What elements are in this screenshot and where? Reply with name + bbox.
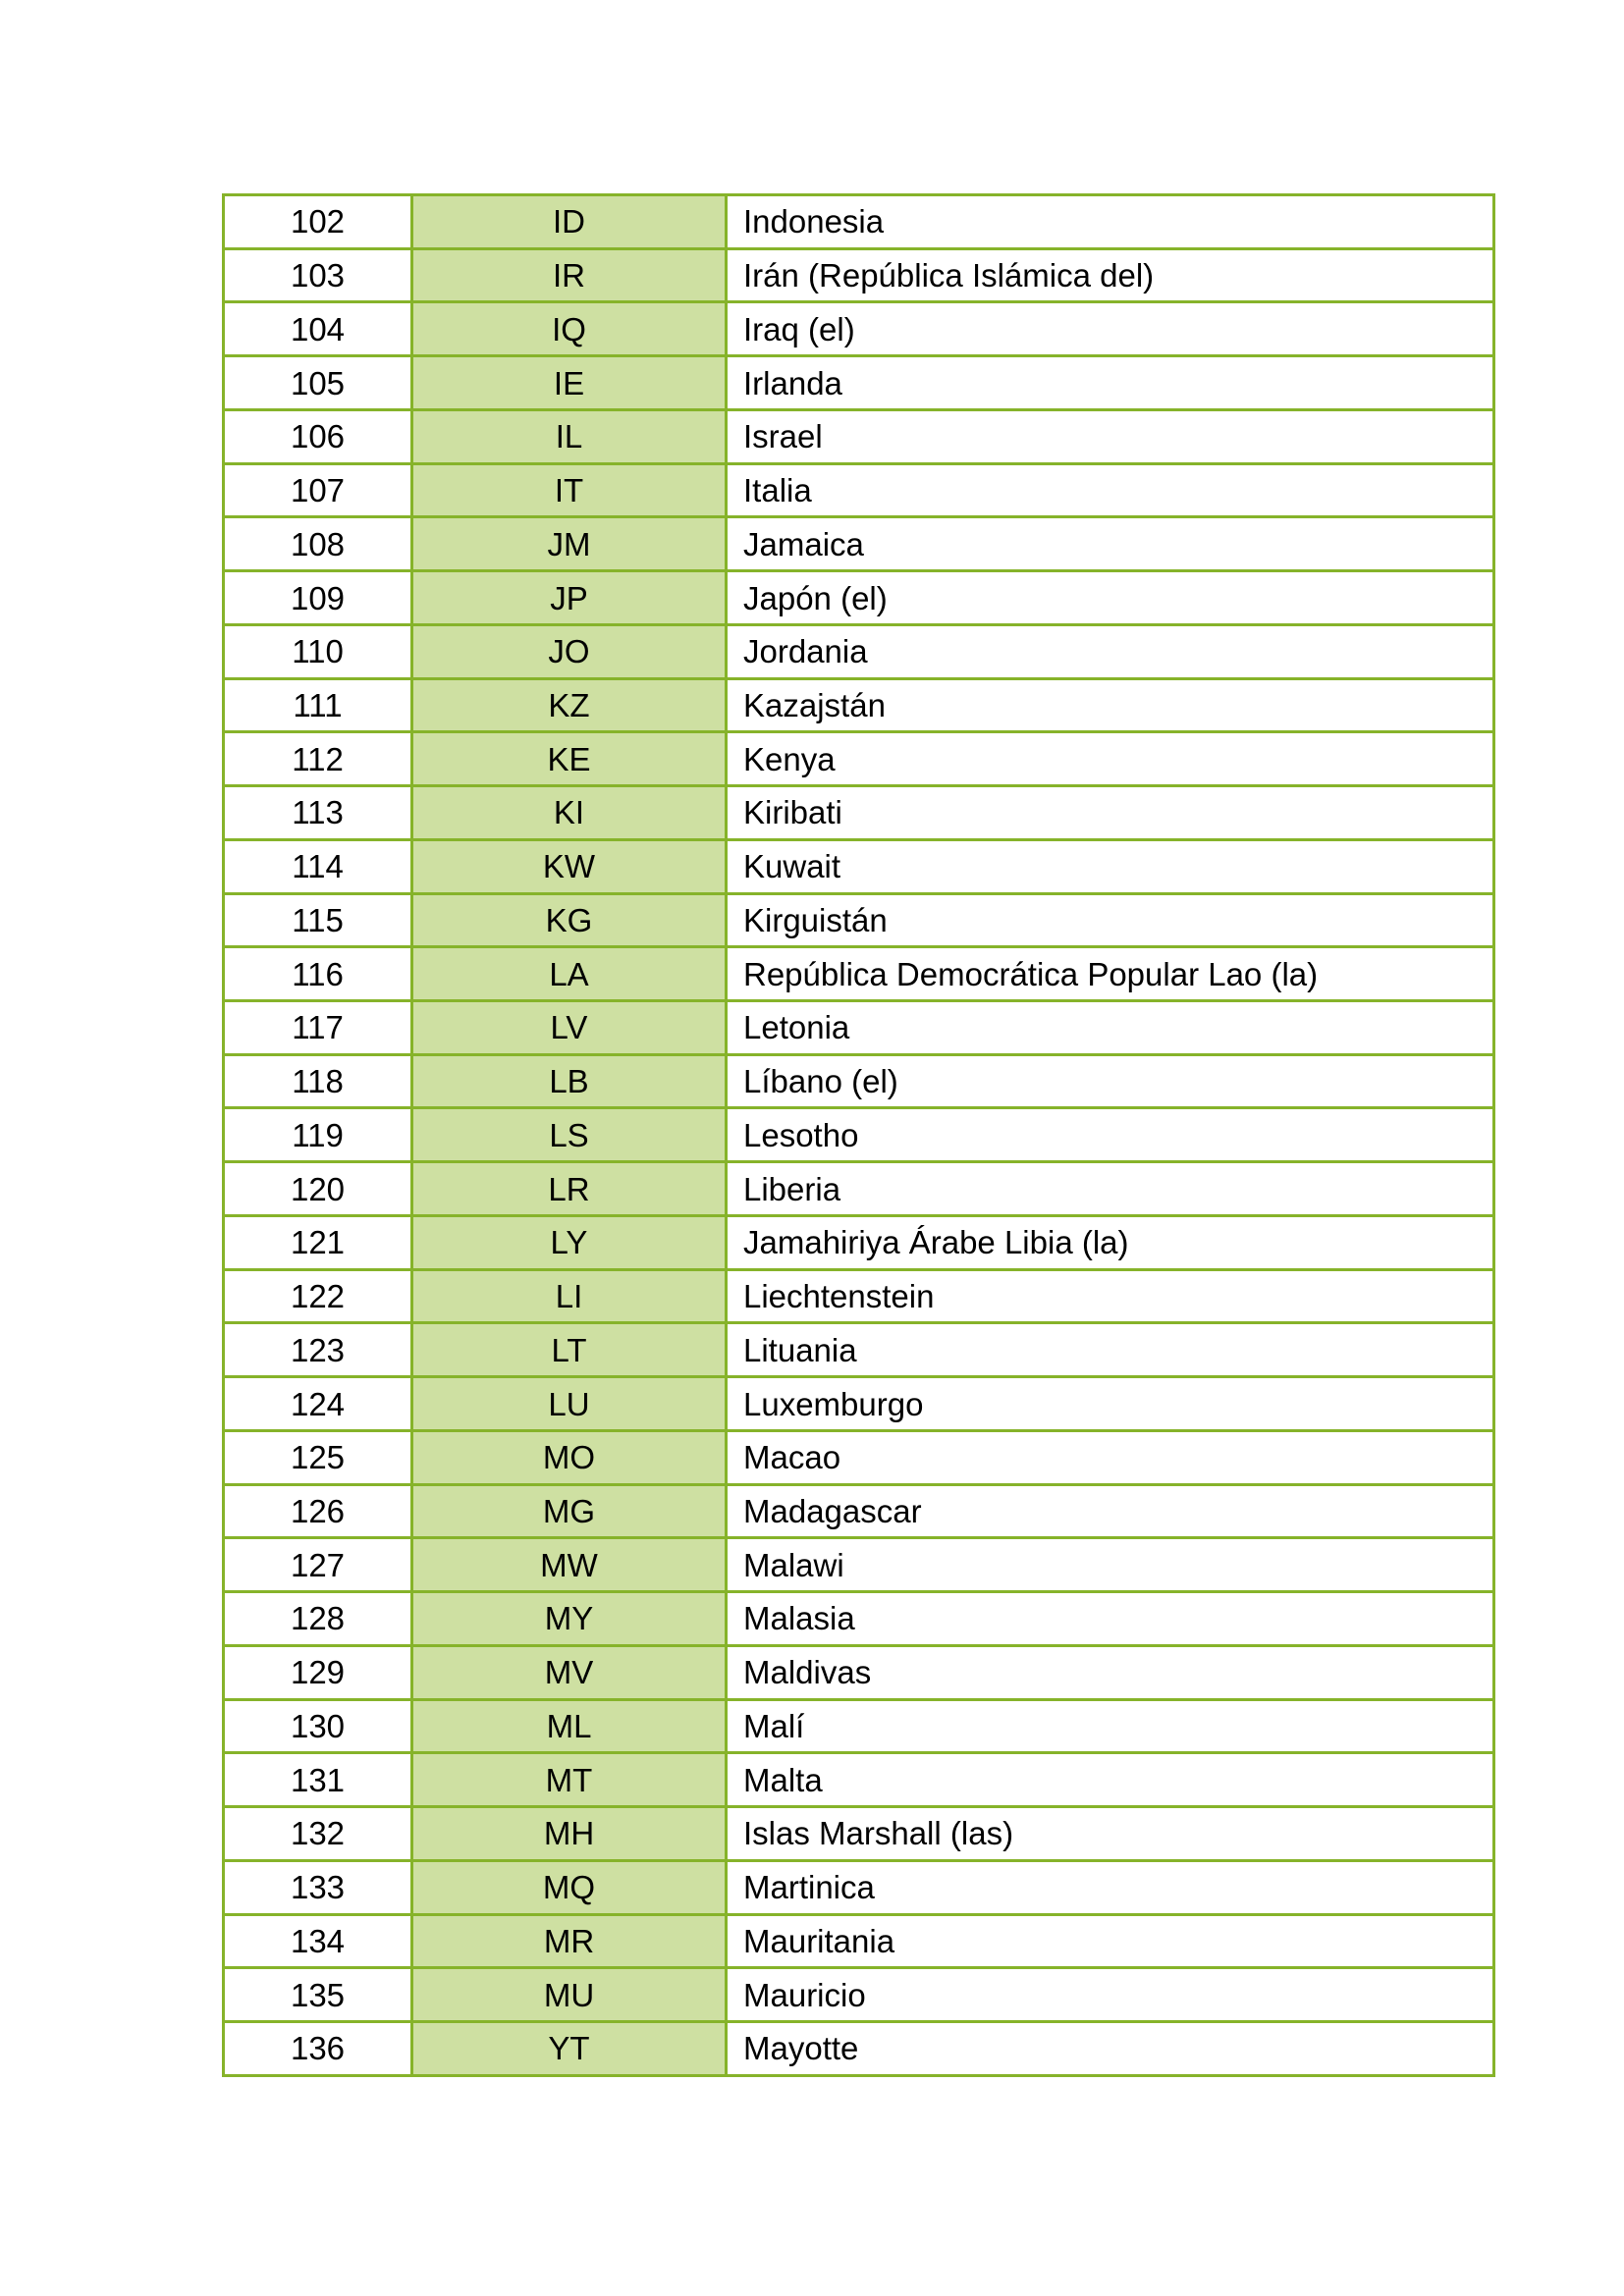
table-row (224, 1968, 1494, 2022)
table-row (224, 1054, 1494, 1108)
row-number-cell: 102 (224, 195, 412, 249)
country-name-cell: Liechtenstein (727, 1269, 1494, 1323)
table-row (224, 839, 1494, 893)
table-row (224, 1860, 1494, 1914)
table-row (224, 409, 1494, 463)
row-number-cell: 112 (224, 732, 412, 786)
country-code-cell: LV (412, 1001, 727, 1055)
country-name-cell: Luxemburgo (727, 1377, 1494, 1431)
country-code-cell: MG (412, 1484, 727, 1538)
row-number-cell: 135 (224, 1968, 412, 2022)
country-code-cell: IQ (412, 302, 727, 356)
table-row (224, 571, 1494, 625)
country-name-cell: Islas Marshall (las) (727, 1807, 1494, 1861)
country-name-cell: Lituania (727, 1323, 1494, 1377)
row-number-cell: 113 (224, 786, 412, 840)
row-number-cell: 106 (224, 409, 412, 463)
country-code-cell: KG (412, 893, 727, 947)
row-number-cell: 130 (224, 1699, 412, 1753)
table-row (224, 1162, 1494, 1216)
table-row (224, 1215, 1494, 1269)
row-number-cell: 117 (224, 1001, 412, 1055)
country-code-cell: LB (412, 1054, 727, 1108)
row-number-cell: 118 (224, 1054, 412, 1108)
country-name-cell: Kuwait (727, 839, 1494, 893)
country-name-cell: Irlanda (727, 356, 1494, 410)
country-name-cell: Líbano (el) (727, 1054, 1494, 1108)
table-row (224, 1001, 1494, 1055)
country-code-cell: IT (412, 463, 727, 517)
table-row (224, 893, 1494, 947)
row-number-cell: 123 (224, 1323, 412, 1377)
table-row (224, 1807, 1494, 1861)
country-code-cell: MV (412, 1645, 727, 1699)
row-number-cell: 115 (224, 893, 412, 947)
country-code-cell: IE (412, 356, 727, 410)
row-number-cell: 110 (224, 624, 412, 678)
row-number-cell: 121 (224, 1215, 412, 1269)
country-code-cell: MQ (412, 1860, 727, 1914)
row-number-cell: 120 (224, 1162, 412, 1216)
table-row (224, 517, 1494, 571)
table-row (224, 1269, 1494, 1323)
country-name-cell: Malta (727, 1753, 1494, 1807)
country-name-cell: Kazajstán (727, 678, 1494, 732)
row-number-cell: 129 (224, 1645, 412, 1699)
country-code-cell: YT (412, 2021, 727, 2075)
table-row (224, 1430, 1494, 1484)
country-code-cell: MO (412, 1430, 727, 1484)
country-name-cell: Israel (727, 409, 1494, 463)
country-name-cell: Mauricio (727, 1968, 1494, 2022)
row-number-cell: 133 (224, 1860, 412, 1914)
country-code-cell: MT (412, 1753, 727, 1807)
country-name-cell: Lesotho (727, 1108, 1494, 1162)
table-row (224, 1323, 1494, 1377)
country-table-body (224, 195, 1494, 2076)
row-number-cell: 104 (224, 302, 412, 356)
table-row (224, 1699, 1494, 1753)
country-name-cell: Letonia (727, 1001, 1494, 1055)
table-row (224, 248, 1494, 302)
country-name-cell: Madagascar (727, 1484, 1494, 1538)
country-code-cell: MY (412, 1592, 727, 1646)
country-name-cell: Mauritania (727, 1914, 1494, 1968)
table-row (224, 356, 1494, 410)
row-number-cell: 127 (224, 1538, 412, 1592)
table-row (224, 1645, 1494, 1699)
row-number-cell: 126 (224, 1484, 412, 1538)
country-code-cell: KE (412, 732, 727, 786)
country-code-cell: LI (412, 1269, 727, 1323)
row-number-cell: 111 (224, 678, 412, 732)
country-name-cell: Kenya (727, 732, 1494, 786)
country-name-cell: Martinica (727, 1860, 1494, 1914)
country-name-cell: Iraq (el) (727, 302, 1494, 356)
country-name-cell: Jamahiriya Árabe Libia (la) (727, 1215, 1494, 1269)
country-code-cell: LY (412, 1215, 727, 1269)
table-row (224, 732, 1494, 786)
country-code-cell: KW (412, 839, 727, 893)
country-name-cell: Maldivas (727, 1645, 1494, 1699)
country-code-cell: KZ (412, 678, 727, 732)
country-code-cell: MW (412, 1538, 727, 1592)
country-name-cell: Malawi (727, 1538, 1494, 1592)
country-code-cell: MR (412, 1914, 727, 1968)
country-code-cell: LA (412, 947, 727, 1001)
country-code-cell: JM (412, 517, 727, 571)
row-number-cell: 131 (224, 1753, 412, 1807)
row-number-cell: 132 (224, 1807, 412, 1861)
table-row (224, 2021, 1494, 2075)
row-number-cell: 103 (224, 248, 412, 302)
row-number-cell: 109 (224, 571, 412, 625)
country-code-cell: LU (412, 1377, 727, 1431)
table-row (224, 463, 1494, 517)
country-name-cell: Jamaica (727, 517, 1494, 571)
table-row (224, 1377, 1494, 1431)
row-number-cell: 125 (224, 1430, 412, 1484)
country-code-cell: ML (412, 1699, 727, 1753)
table-row (224, 678, 1494, 732)
country-code-cell: MH (412, 1807, 727, 1861)
country-name-cell: Malasia (727, 1592, 1494, 1646)
country-code-cell: ID (412, 195, 727, 249)
table-row (224, 195, 1494, 249)
country-code-cell: LR (412, 1162, 727, 1216)
table-row (224, 786, 1494, 840)
table-row (224, 1592, 1494, 1646)
country-name-cell: Irán (República Islámica del) (727, 248, 1494, 302)
table-row (224, 947, 1494, 1001)
row-number-cell: 128 (224, 1592, 412, 1646)
country-name-cell: Japón (el) (727, 571, 1494, 625)
country-code-cell: KI (412, 786, 727, 840)
table-row (224, 1108, 1494, 1162)
row-number-cell: 136 (224, 2021, 412, 2075)
table-row (224, 624, 1494, 678)
country-name-cell: Jordania (727, 624, 1494, 678)
row-number-cell: 122 (224, 1269, 412, 1323)
row-number-cell: 108 (224, 517, 412, 571)
row-number-cell: 116 (224, 947, 412, 1001)
row-number-cell: 124 (224, 1377, 412, 1431)
country-code-table (222, 193, 1495, 2077)
country-code-cell: LS (412, 1108, 727, 1162)
country-name-cell: Malí (727, 1699, 1494, 1753)
table-row (224, 1538, 1494, 1592)
country-name-cell: Macao (727, 1430, 1494, 1484)
country-name-cell: Kiribati (727, 786, 1494, 840)
country-code-cell: IR (412, 248, 727, 302)
country-code-cell: JP (412, 571, 727, 625)
country-name-cell: Mayotte (727, 2021, 1494, 2075)
row-number-cell: 119 (224, 1108, 412, 1162)
country-name-cell: Kirguistán (727, 893, 1494, 947)
country-name-cell: Indonesia (727, 195, 1494, 249)
row-number-cell: 114 (224, 839, 412, 893)
row-number-cell: 105 (224, 356, 412, 410)
row-number-cell: 134 (224, 1914, 412, 1968)
table-row (224, 1914, 1494, 1968)
country-code-cell: MU (412, 1968, 727, 2022)
country-name-cell: República Democrática Popular Lao (la) (727, 947, 1494, 1001)
country-name-cell: Liberia (727, 1162, 1494, 1216)
table-row (224, 1484, 1494, 1538)
country-code-cell: IL (412, 409, 727, 463)
country-code-cell: JO (412, 624, 727, 678)
country-name-cell: Italia (727, 463, 1494, 517)
country-code-cell: LT (412, 1323, 727, 1377)
row-number-cell: 107 (224, 463, 412, 517)
table-row (224, 302, 1494, 356)
table-row (224, 1753, 1494, 1807)
